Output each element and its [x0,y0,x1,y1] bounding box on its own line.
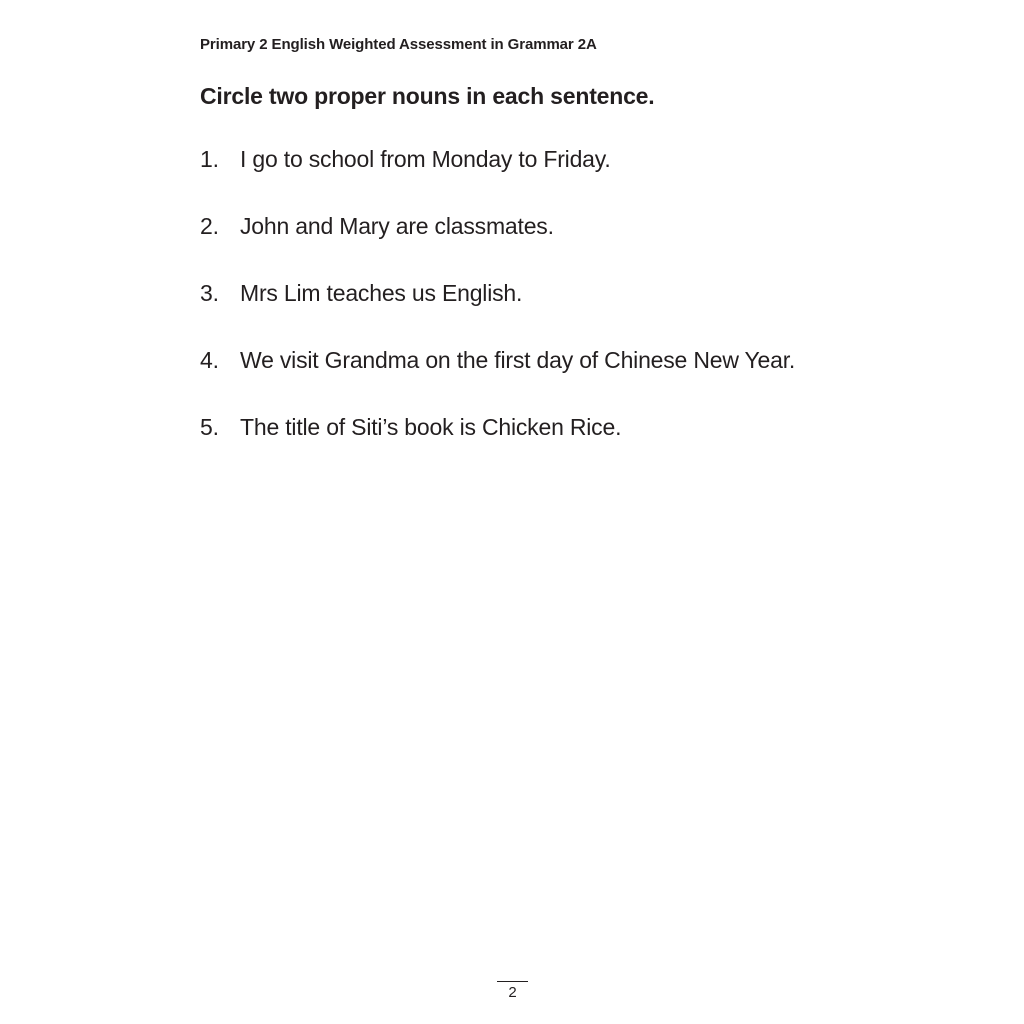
question-sentence: I go to school from Monday to Friday. [240,146,611,172]
question-number: 1. [200,146,219,172]
instruction-text: Circle two proper nouns in each sentence. [200,83,655,109]
question-list [200,146,795,481]
question-number: 5. [200,414,219,440]
question-number: 4. [200,347,219,373]
question-item [200,146,795,213]
question-sentence: We visit Grandma on the first day of Chinese New Year. [240,347,796,373]
question-item [200,414,795,481]
question-item [200,213,795,280]
footer-divider [497,981,528,982]
question-number: 3. [200,280,219,306]
question-number: 2. [200,213,219,239]
question-item [200,347,795,414]
question-item [200,280,795,347]
question-sentence: John and Mary are classmates. [240,213,554,239]
page-header-title: Primary 2 English Weighted Assessment in Grammar 2A [200,36,597,53]
question-sentence: The title of Siti’s book is Chicken Rice. [240,414,622,440]
page-number: 2 [508,984,517,1001]
question-sentence: Mrs Lim teaches us English. [240,280,523,306]
